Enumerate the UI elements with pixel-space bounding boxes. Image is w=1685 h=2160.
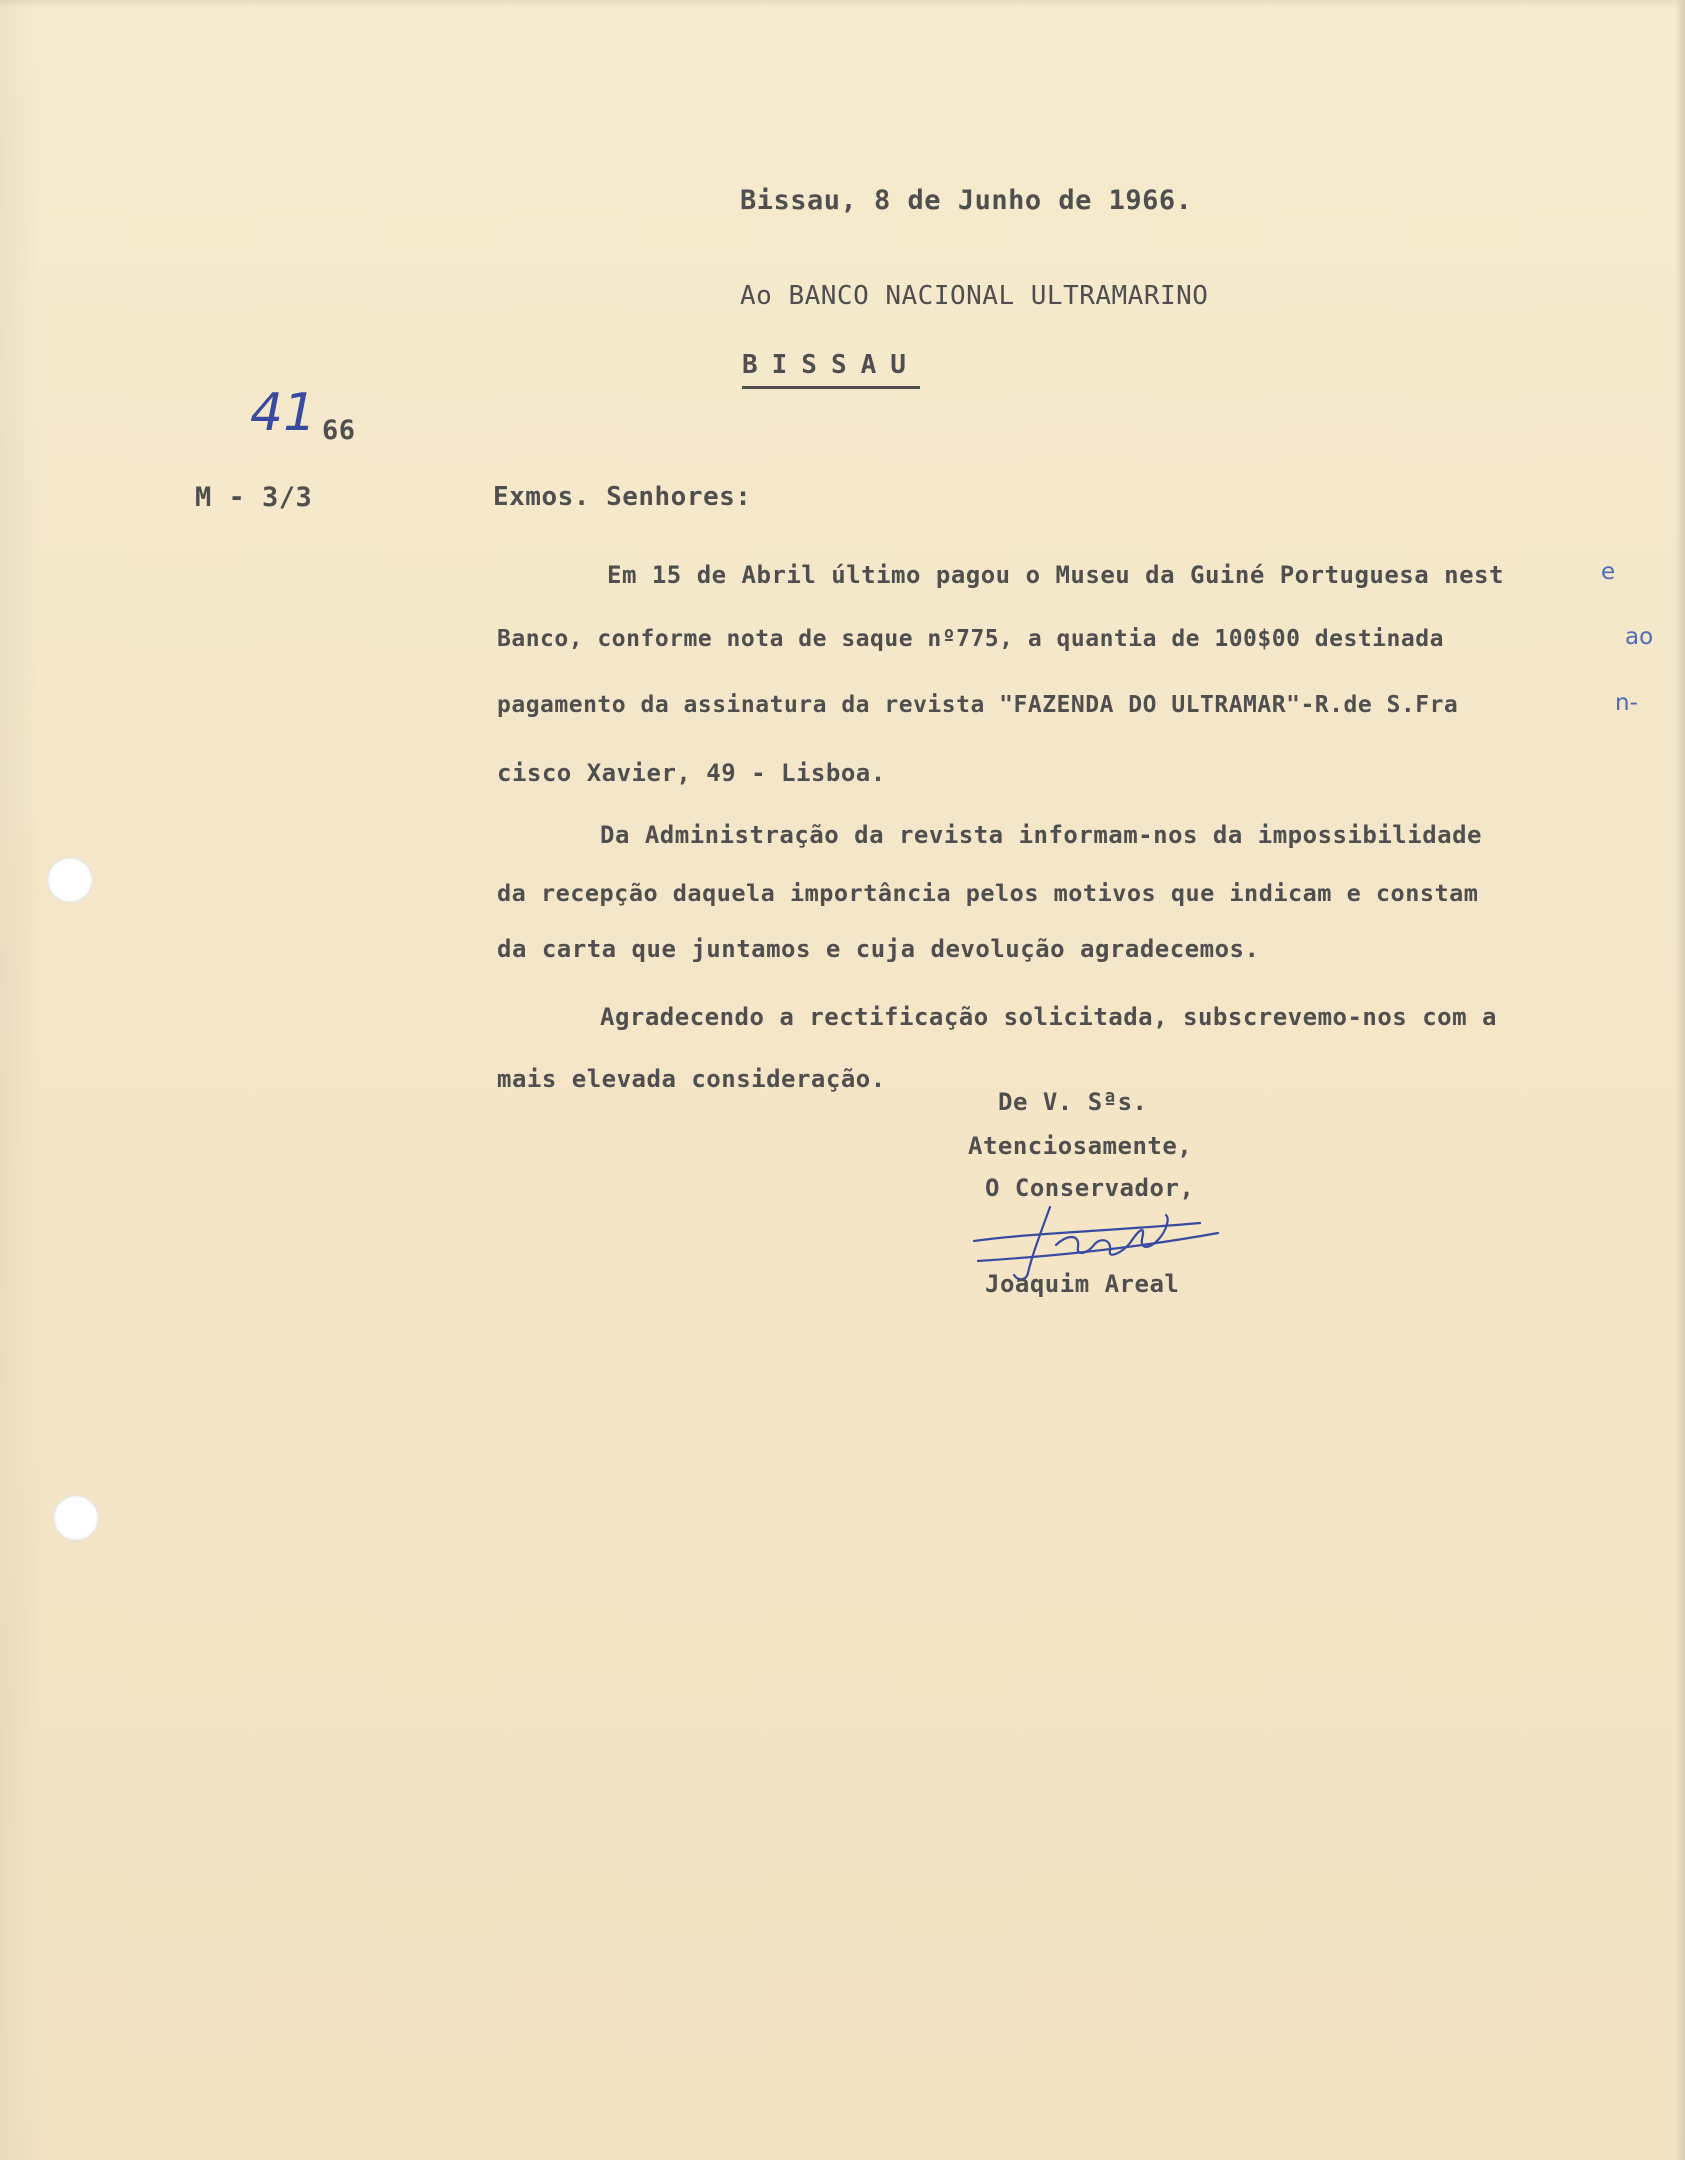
paragraph-1-line-4: cisco Xavier, 49 - Lisboa. <box>497 759 886 787</box>
recipient-city: BISSAU <box>742 350 920 389</box>
paper-top-edge <box>0 0 1685 8</box>
signatory-name: Joaquim Areal <box>985 1270 1180 1298</box>
closing-line-2: Atenciosamente, <box>968 1132 1193 1160</box>
handwritten-reference-number: 41 <box>250 383 317 443</box>
paragraph-2-line-1: Da Administração da revista informam-nos da impossibilidade <box>600 821 1483 849</box>
paragraph-1-line-1: Em 15 de Abril último pagou o Museu da Guiné Portuguesa nest <box>607 561 1504 589</box>
recipient-line: Ao BANCO NACIONAL ULTRAMARINO <box>740 281 1209 311</box>
paragraph-1-line-1-addition: e <box>1601 559 1616 585</box>
paragraph-3-line-1: Agradecendo a rectificação solicitada, subscrevemo-nos com a <box>600 1003 1497 1031</box>
salutation: Exmos. Senhores: <box>493 482 752 512</box>
paragraph-2-line-3: da carta que juntamos e cuja devolução agradecemos. <box>497 935 1260 963</box>
closing-line-3: O Conservador, <box>985 1174 1195 1202</box>
paragraph-2-line-2: da recepção daquela importância pelos motivos que indicam e constam <box>497 879 1479 907</box>
closing-line-1: De V. Sªs. <box>998 1088 1148 1116</box>
paragraph-1-line-2: Banco, conforme nota de saque nº775, a quantia de 100$00 destinada <box>497 626 1444 652</box>
paragraph-1-line-3-addition: n- <box>1615 690 1638 716</box>
reference-code: M - 3/3 <box>195 482 313 513</box>
punch-hole-bottom <box>53 1495 99 1541</box>
reference-year: 66 <box>322 415 356 446</box>
paragraph-1-line-3: pagamento da assinatura da revista "FAZENDA DO ULTRAMAR"-R.de S.Fra <box>497 692 1459 718</box>
paper-right-edge <box>1675 0 1685 2160</box>
paragraph-1-line-2-addition: ao <box>1625 624 1654 650</box>
punch-hole-top <box>47 857 93 903</box>
paragraph-3-line-2: mais elevada consideração. <box>497 1065 886 1093</box>
paper-left-edge <box>0 0 40 2160</box>
date-line: Bissau, 8 de Junho de 1966. <box>740 185 1193 216</box>
